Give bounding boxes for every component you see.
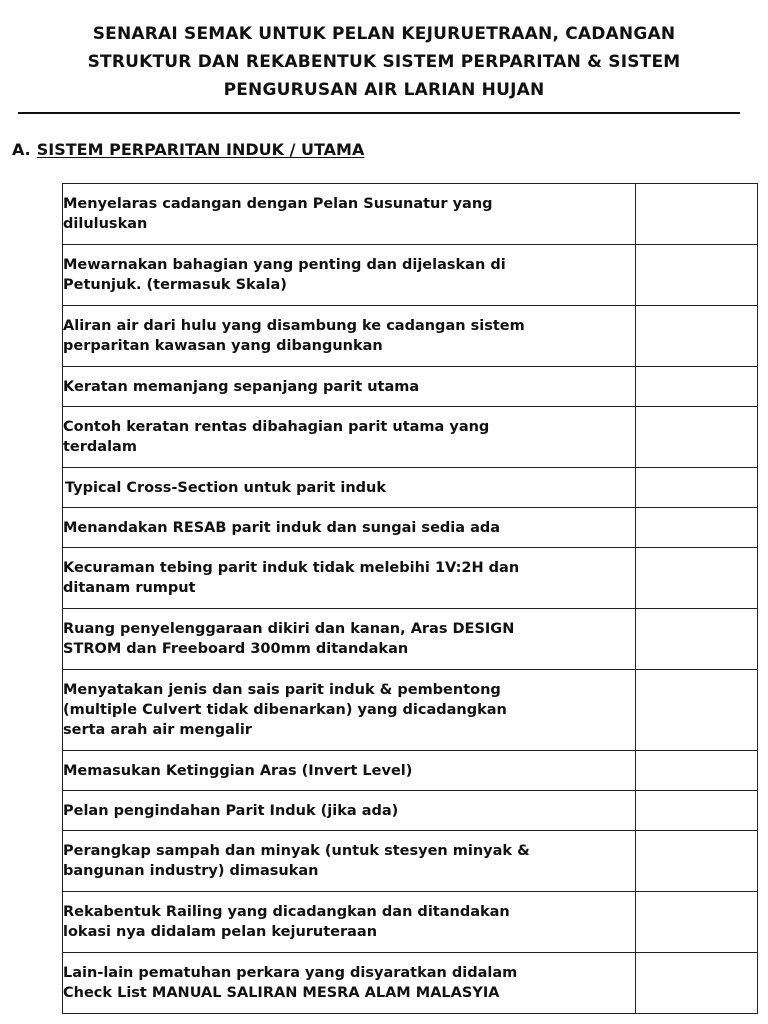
checklist-item <box>63 184 636 245</box>
checklist-item <box>63 953 636 1014</box>
checklist-item <box>63 670 636 751</box>
check-box-cell[interactable] <box>636 508 758 548</box>
checklist-row <box>63 468 758 508</box>
checklist-table <box>62 183 758 1014</box>
checklist-item <box>63 508 636 548</box>
checklist-item-line: Mewarnakan bahagian yang penting dan dijelaskan di <box>63 257 506 273</box>
checklist-item <box>63 609 636 670</box>
checklist-row <box>63 892 758 953</box>
check-box-cell[interactable] <box>636 791 758 831</box>
checklist-item <box>63 892 636 953</box>
checklist-item <box>63 367 636 407</box>
checklist-row <box>63 306 758 367</box>
checklist-row <box>63 407 758 468</box>
checklist-row <box>63 831 758 892</box>
checklist-item-line: Ruang penyelenggaraan dikiri dan kanan, Aras DESIGN <box>63 621 515 637</box>
checklist-item-line: Aliran air dari hulu yang disambung ke cadangan sistem <box>63 318 525 334</box>
check-box-cell[interactable] <box>636 831 758 892</box>
checklist-item-line: bangunan industry) dimasukan <box>63 863 319 879</box>
checklist-item <box>63 306 636 367</box>
checklist-row <box>63 953 758 1014</box>
check-box-cell[interactable] <box>636 184 758 245</box>
check-box-cell[interactable] <box>636 367 758 407</box>
checklist-item-line: Memasukan Ketinggian Aras (Invert Level) <box>63 762 413 779</box>
checklist-item-line: Check List MANUAL SALIRAN MESRA ALAM MALASYIA <box>63 985 500 1001</box>
document-title-line-1: SENARAI SEMAK UNTUK PELAN KEJURUETRAAN, CADANGAN <box>92 24 676 44</box>
checklist-item-line: Menyatakan jenis dan sais parit induk & pembentong <box>63 682 501 698</box>
check-box-cell[interactable] <box>636 548 758 609</box>
check-box-cell[interactable] <box>636 953 758 1014</box>
checklist-item-line: ditanam rumput <box>63 580 196 596</box>
checklist-row <box>63 609 758 670</box>
checklist-item-line: perparitan kawasan yang dibangunkan <box>63 338 383 354</box>
checklist-row <box>63 670 758 751</box>
checklist-row <box>63 184 758 245</box>
checklist-item <box>63 751 636 791</box>
check-box-cell[interactable] <box>636 407 758 468</box>
checklist-item <box>63 245 636 306</box>
section-letter: A. <box>12 140 31 159</box>
document-title <box>10 20 758 104</box>
checklist-item-line: Menyelaras cadangan dengan Pelan Susunatur yang <box>63 196 493 212</box>
checklist-item-line: STROM dan Freeboard 300mm ditandakan <box>63 641 409 657</box>
checklist-row <box>63 751 758 791</box>
check-box-cell[interactable] <box>636 468 758 508</box>
checklist-item <box>63 791 636 831</box>
checklist-row <box>63 508 758 548</box>
section-heading-text: SISTEM PERPARITAN INDUK / UTAMA <box>36 140 365 159</box>
checklist-item-line: Rekabentuk Railing yang dicadangkan dan ditandakan <box>63 904 510 920</box>
checklist-item <box>63 548 636 609</box>
checklist-row <box>63 245 758 306</box>
checklist-item-line: terdalam <box>63 439 137 455</box>
checklist-item-line: Petunjuk. (termasuk Skala) <box>63 277 287 293</box>
title-divider <box>18 112 740 114</box>
checklist-item-line: Contoh keratan rentas dibahagian parit utama yang <box>63 419 490 435</box>
checklist-row <box>63 791 758 831</box>
checklist-item <box>63 831 636 892</box>
check-box-cell[interactable] <box>636 892 758 953</box>
check-box-cell[interactable] <box>636 245 758 306</box>
checklist-item-line: diluluskan <box>63 216 148 232</box>
checklist-item-line: serta arah air mengalir <box>63 722 252 738</box>
checklist-item-line: lokasi nya didalam pelan kejuruteraan <box>63 924 378 940</box>
checklist-item-line: Kecuraman tebing parit induk tidak melebihi 1V:2H dan <box>63 560 520 576</box>
checklist-item-line: Typical Cross-Section untuk parit induk <box>65 479 387 496</box>
document-title-line-3: PENGURUSAN AIR LARIAN HUJAN <box>223 80 545 100</box>
checklist-row <box>63 548 758 609</box>
checklist-row <box>63 367 758 407</box>
checklist-item-line: (multiple Culvert tidak dibenarkan) yang dicadangkan <box>63 702 507 718</box>
check-box-cell[interactable] <box>636 306 758 367</box>
check-box-cell[interactable] <box>636 670 758 751</box>
checklist-item <box>63 468 636 508</box>
section-heading <box>12 139 364 161</box>
document-title-line-2: STRUKTUR DAN REKABENTUK SISTEM PERPARITAN & SISTEM <box>87 52 681 72</box>
check-box-cell[interactable] <box>636 751 758 791</box>
checklist-item-line: Menandakan RESAB parit induk dan sungai sedia ada <box>63 519 501 536</box>
checklist-item-line: Keratan memanjang sepanjang parit utama <box>63 378 420 395</box>
checklist-item-line: Lain-lain pematuhan perkara yang disyaratkan didalam <box>63 965 518 981</box>
checklist-item <box>63 407 636 468</box>
check-box-cell[interactable] <box>636 609 758 670</box>
checklist-item-line: Pelan pengindahan Parit Induk (jika ada) <box>63 802 399 819</box>
checklist-item-line: Perangkap sampah dan minyak (untuk stesyen minyak & <box>63 843 530 859</box>
